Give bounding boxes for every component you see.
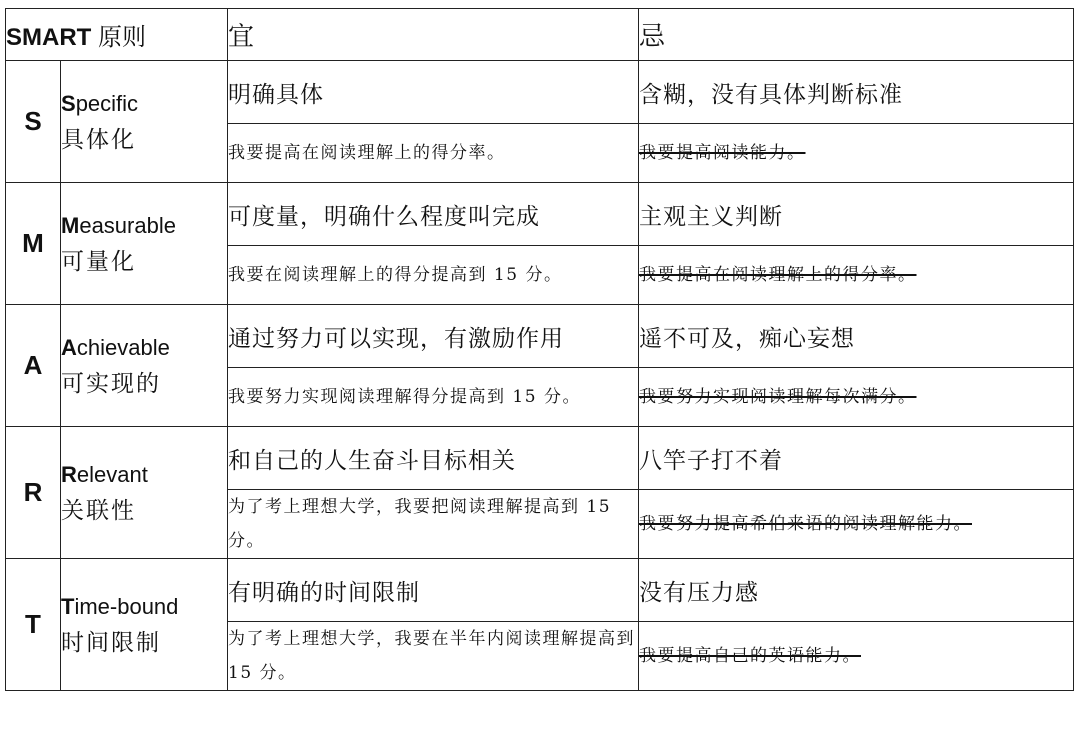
do-desc: 明确具体 [228, 61, 639, 124]
term-cn: 具体化 [61, 126, 136, 153]
do-example: 为了考上理想大学，我要把阅读理解提高到 15 分。 [228, 490, 639, 559]
dont-desc: 含糊，没有具体判断标准 [639, 61, 1074, 124]
do-desc: 通过努力可以实现，有激励作用 [228, 305, 639, 368]
row-r-desc [6, 427, 1074, 490]
letter-s: S [6, 61, 61, 183]
term-t [61, 559, 228, 691]
term-a [61, 305, 228, 427]
smart-principle-table [5, 8, 1074, 691]
do-desc: 有明确的时间限制 [228, 559, 639, 622]
row-t-desc [6, 559, 1074, 622]
row-s-desc [6, 61, 1074, 124]
dont-example: 我要提高在阅读理解上的得分率。 [639, 246, 1074, 305]
row-m-desc [6, 183, 1074, 246]
do-example: 我要提高在阅读理解上的得分率。 [228, 124, 639, 183]
dont-desc: 没有压力感 [639, 559, 1074, 622]
term-en: Specific [61, 90, 139, 116]
term-en: Relevant [61, 461, 148, 487]
header-title-cn: 原则 [98, 23, 146, 51]
header-row [6, 9, 1074, 61]
term-cn: 时间限制 [61, 629, 161, 656]
dont-desc: 遥不可及，痴心妄想 [639, 305, 1074, 368]
do-desc: 和自己的人生奋斗目标相关 [228, 427, 639, 490]
term-en: Time-bound [61, 593, 179, 619]
header-dont: 忌 [639, 9, 1074, 61]
dont-example: 我要提高自己的英语能力。 [639, 622, 1074, 691]
term-r [61, 427, 228, 559]
do-example: 我要在阅读理解上的得分提高到 15 分。 [228, 246, 639, 305]
dont-example: 我要努力实现阅读理解每次满分。 [639, 368, 1074, 427]
row-a-desc [6, 305, 1074, 368]
term-cn: 关联性 [61, 497, 136, 524]
do-example: 为了考上理想大学，我要在半年内阅读理解提高到 15 分。 [228, 622, 639, 691]
letter-t: T [6, 559, 61, 691]
letter-m: M [6, 183, 61, 305]
dont-desc: 主观主义判断 [639, 183, 1074, 246]
term-m [61, 183, 228, 305]
term-en: Achievable [61, 334, 170, 360]
header-title-en: SMART [6, 24, 92, 51]
letter-a: A [6, 305, 61, 427]
term-cn: 可量化 [61, 248, 136, 275]
header-title [6, 9, 228, 61]
dont-example: 我要提高阅读能力。 [639, 124, 1074, 183]
term-cn: 可实现的 [61, 370, 161, 397]
term-en: Measurable [61, 212, 176, 238]
term-s [61, 61, 228, 183]
do-desc: 可度量，明确什么程度叫完成 [228, 183, 639, 246]
letter-r: R [6, 427, 61, 559]
dont-example: 我要努力提高希伯来语的阅读理解能力。 [639, 490, 1074, 559]
header-do: 宜 [228, 9, 639, 61]
do-example: 我要努力实现阅读理解得分提高到 15 分。 [228, 368, 639, 427]
dont-desc: 八竿子打不着 [639, 427, 1074, 490]
